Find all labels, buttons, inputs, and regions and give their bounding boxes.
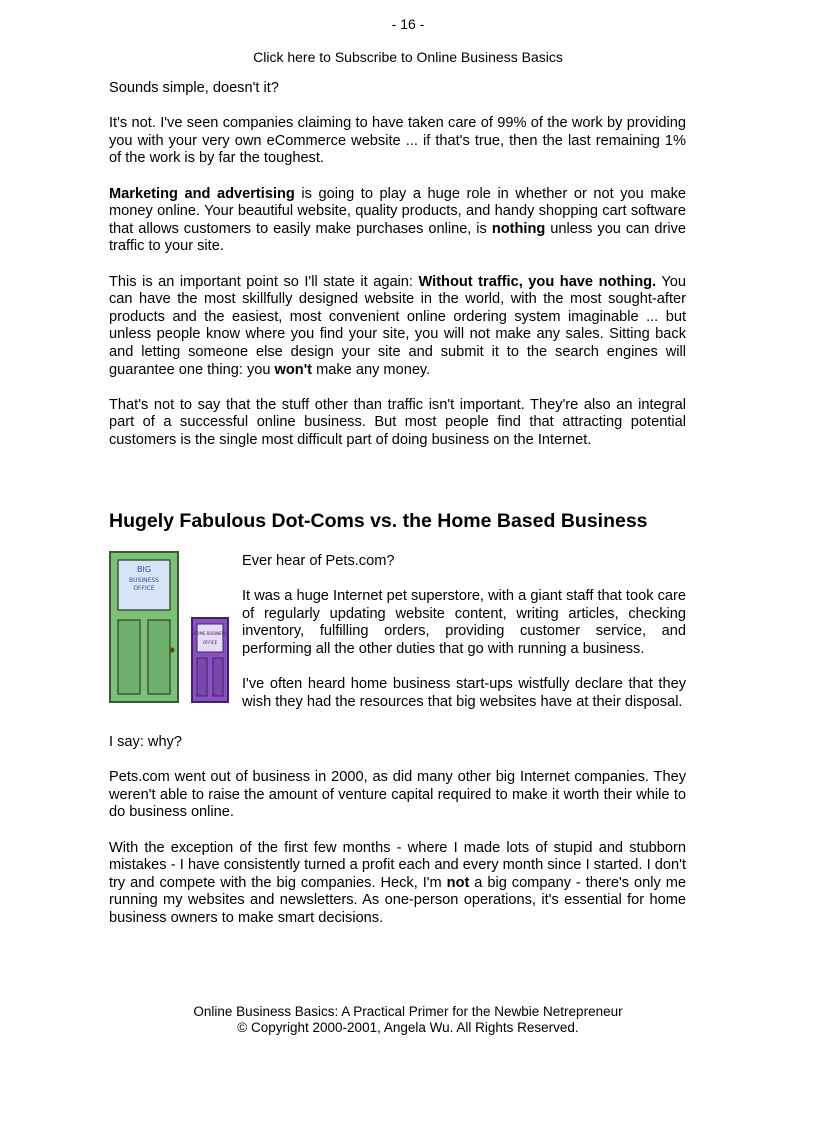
paragraph: I've often heard home business start-ups wistfully declare that they wish they had the resources that big websites have at their disposal. — [242, 676, 686, 710]
big-door-sign-line: OFFICE — [133, 585, 155, 592]
section-heading: Hugely Fabulous Dot-Coms vs. the Home Based Business — [109, 510, 648, 532]
section-text — [109, 734, 686, 945]
paragraph: Pets.com went out of business in 2000, as did many other big Internet companies. They weren't able to raise the amount of venture capital required to make it worth their while to do business online. — [109, 769, 686, 821]
intro-text — [109, 80, 686, 467]
text-run: is going to play a huge role in whether or not you make money online. Your beautiful website, quality products, and handy shopping cart software that allows customers to easily make purchases online, is — [109, 185, 687, 237]
paragraph: It's not. I've seen companies claiming to have taken care of 99% of the work by providing you with your very own eCommerce website ... if that's true, then the last remaining 1% of the work is by far the toughest. — [109, 115, 686, 167]
paragraph: Ever hear of Pets.com? — [242, 553, 395, 569]
page-footer — [0, 1004, 816, 1036]
text-run: You can have the most skillfully designed website in the world, with the most sought-after products and the easiest, most convenient online ordering system imaginable ... but unless people know where you find your site, you will not make any sales. Sitting back and letting someone else design your site and submit it to the search engines will guarantee one thing: you — [109, 273, 686, 378]
bold-text: not — [446, 874, 470, 891]
bold-text: Marketing and advertising — [109, 185, 295, 202]
big-door-sign-line: BUSINESS — [129, 577, 159, 584]
page-number: - 16 - — [391, 16, 425, 32]
footer-copyright: © Copyright 2000-2001, Angela Wu. All Rights Reserved. — [237, 1020, 579, 1035]
bold-text: nothing — [491, 220, 546, 237]
bold-text: won't — [274, 361, 313, 378]
paragraph — [109, 840, 686, 928]
text-run: make any money. — [312, 361, 431, 378]
side-text — [242, 553, 686, 729]
small-door-sign-line: HOME BUSINESS — [193, 631, 227, 636]
paragraph: Sounds simple, doesn't it? — [109, 80, 279, 96]
big-door-sign-line: BIG — [136, 565, 152, 574]
text-run: unless you can drive traffic to your site. — [109, 220, 686, 255]
subscribe-link[interactable]: Click here to Subscribe to Online Business Basics — [253, 49, 563, 65]
paragraph: That's not to say that the stuff other than traffic isn't important. They're also an integral part of a successful online business. But most people find that attracting potential customers is the single most difficult part of doing business on the Internet. — [109, 396, 686, 448]
paragraph: It was a huge Internet pet superstore, with a giant staff that took care of regularly updating website content, writing articles, checking inventory, fulfilling orders, providing customer service, and performing all the other duties that go with running a business. — [242, 588, 686, 657]
paragraph — [109, 186, 686, 256]
paragraph: I say: why? — [109, 734, 182, 750]
text-run: a big company - there's only me running my websites and newsletters. As one-person operations, it's essential for home business owners to make smart decisions. — [109, 874, 687, 926]
footer-title: Online Business Basics: A Practical Primer for the Newbie Netrepreneur — [193, 1004, 623, 1019]
paragraph — [109, 274, 686, 380]
text-run: With the exception of the first few months - where I made lots of stupid and stubborn mistakes - I have consistently turned a profit each and every month since I started. I don't try and compete with the big companies. Heck, I'm — [109, 839, 686, 891]
text-run: This is an important point so I'll state it again: — [109, 273, 419, 290]
bold-text: Without traffic, you have nothing. — [418, 273, 657, 290]
doors-illustration — [108, 550, 232, 710]
small-door-sign-line: OFFICE — [202, 640, 218, 645]
